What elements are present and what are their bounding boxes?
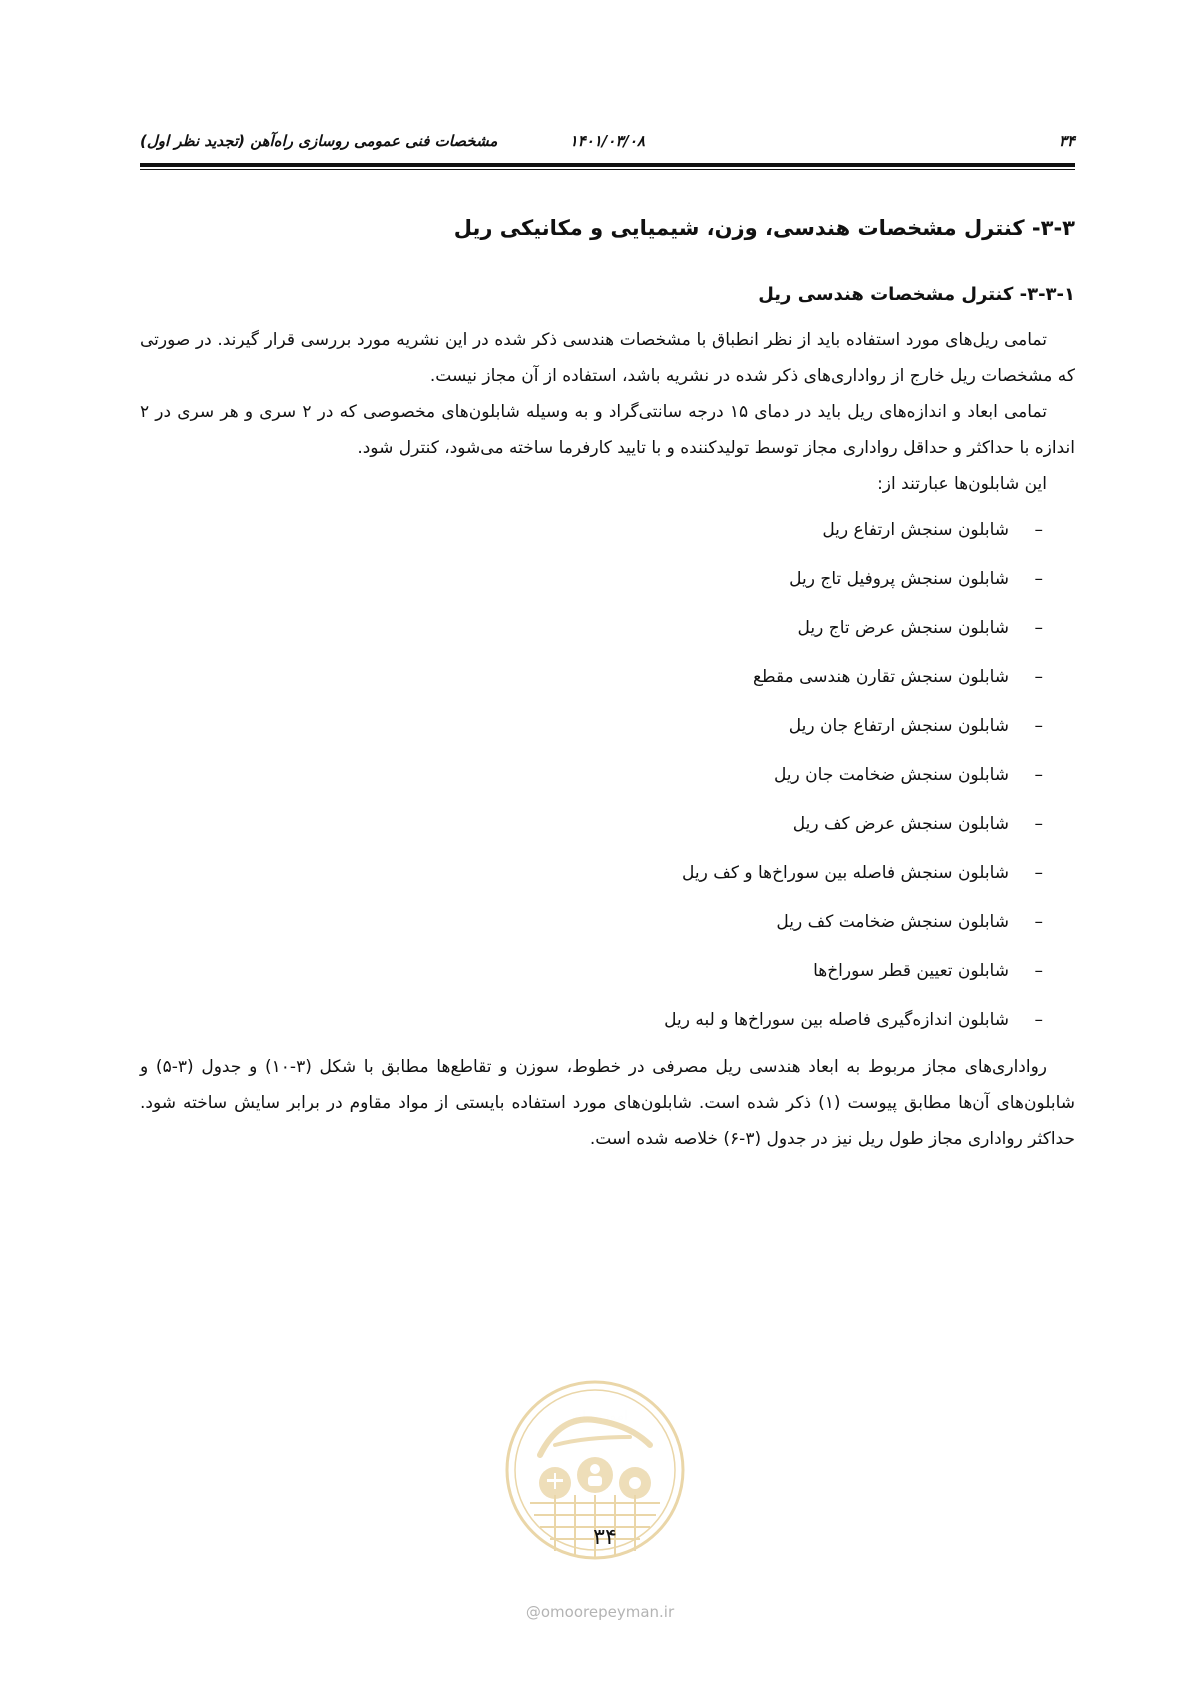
list-item-text: شابلون سنجش پروفیل تاج ریل: [789, 569, 1009, 589]
list-item: [140, 800, 1043, 849]
list-item-text: شابلون سنجش تقارن هندسی مقطع: [752, 667, 1009, 687]
page-content: [140, 212, 1075, 1157]
list-item: [140, 898, 1043, 947]
page-header: [140, 132, 1075, 160]
list-item-text: شابلون سنجش ارتفاع ریل: [822, 520, 1009, 540]
list-dash: –: [1034, 1010, 1043, 1030]
list-item-text: شابلون سنجش ارتفاع جان ریل: [788, 716, 1009, 736]
header-rule: [140, 163, 1075, 167]
list-dash: –: [1034, 814, 1043, 834]
list-dash: –: [1034, 520, 1043, 540]
list-dash: –: [1034, 618, 1043, 638]
paragraph-dimensions: تمامی ابعاد و اندازه‌های ریل باید در دمای ۱۵ درجه سانتی‌گراد و به وسیله شابلون‌های مخصوصی که در ۲ سری و هر سری در ۲ اندازه با حداکثر و حداقل رواداری مجاز توسط تولیدکننده و با تایید کارفرما ساخته می‌شود، کنترل شود.: [140, 402, 1075, 458]
list-item: [140, 702, 1043, 751]
header-document-title: مشخصات فنی عمومی روسازی راه‌آهن (تجدید نظر اول): [140, 132, 498, 150]
list-item: [140, 604, 1043, 653]
list-item-text: شابلون سنجش فاصله بین سوراخ‌ها و کف ریل: [682, 863, 1009, 883]
list-dash: –: [1034, 569, 1043, 589]
list-dash: –: [1034, 716, 1043, 736]
list-item: [140, 653, 1043, 702]
list-dash: –: [1034, 912, 1043, 932]
header-rule-thin: [140, 169, 1075, 170]
list-dash: –: [1034, 961, 1043, 981]
list-item: [140, 555, 1043, 604]
watermark-text: [560, 1408, 640, 1424]
list-item-text: شابلون تعیین قطر سوراخ‌ها: [813, 961, 1009, 981]
list-item-text: شابلون اندازه‌گیری فاصله بین سوراخ‌ها و لبه ریل: [664, 1010, 1009, 1030]
list-dash: –: [1034, 765, 1043, 785]
list-item: [140, 506, 1043, 555]
list-dash: –: [1034, 863, 1043, 883]
footer-url: @omoorepeyman.ir: [525, 1603, 675, 1621]
list-item: [140, 751, 1043, 800]
header-page-number: ۳۴: [1058, 132, 1075, 150]
list-item-text: شابلون سنجش عرض کف ریل: [792, 814, 1009, 834]
footer-page-number: ۳۴: [593, 1525, 617, 1550]
paragraph-intro: تمامی ریل‌های مورد استفاده باید از نظر انطباق با مشخصات هندسی ذکر شده در این نشریه مورد بررسی قرار گیرند. در صورتی که مشخصات ریل خارج از رواداری‌های ذکر شده در نشریه باشد، استفاده از آن مجاز نیست.: [140, 330, 1075, 386]
list-item-text: شابلون سنجش ضخامت کف ریل: [776, 912, 1009, 932]
list-item-text: شابلون سنجش ضخامت جان ریل: [773, 765, 1009, 785]
paragraph-list-intro: این شابلون‌ها عبارتند از:: [877, 474, 1047, 494]
gauge-list: [140, 506, 1075, 1045]
list-dash: –: [1034, 667, 1043, 687]
list-item-text: شابلون سنجش عرض تاج ریل: [797, 618, 1009, 638]
paragraph-tolerances: رواداری‌های مجاز مربوط به ابعاد هندسی ریل مصرفی در خطوط، سوزن و تقاطع‌ها مطابق با شکل (۳-۱۰) و جدول (۳-۵) و شابلون‌های آن‌ها مطابق پیوست (۱) ذکر شده است. شابلون‌های مورد استفاده بایستی از مواد مقاوم در برابر سایش ساخته شود. حداکثر رواداری مجاز طول ریل نیز در جدول (۳-۶) خلاصه شده است.: [140, 1057, 1075, 1149]
list-item: [140, 947, 1043, 996]
header-date: ۱۴۰۱/۰۳/۰۸: [569, 132, 645, 150]
section-heading: ۳-۳- کنترل مشخصات هندسی، وزن، شیمیایی و مکانیکی ریل: [453, 216, 1075, 240]
list-item: [140, 849, 1043, 898]
list-item: [140, 996, 1043, 1045]
subsection-heading: ۳-۳-۱- کنترل مشخصات هندسی ریل: [758, 284, 1075, 305]
